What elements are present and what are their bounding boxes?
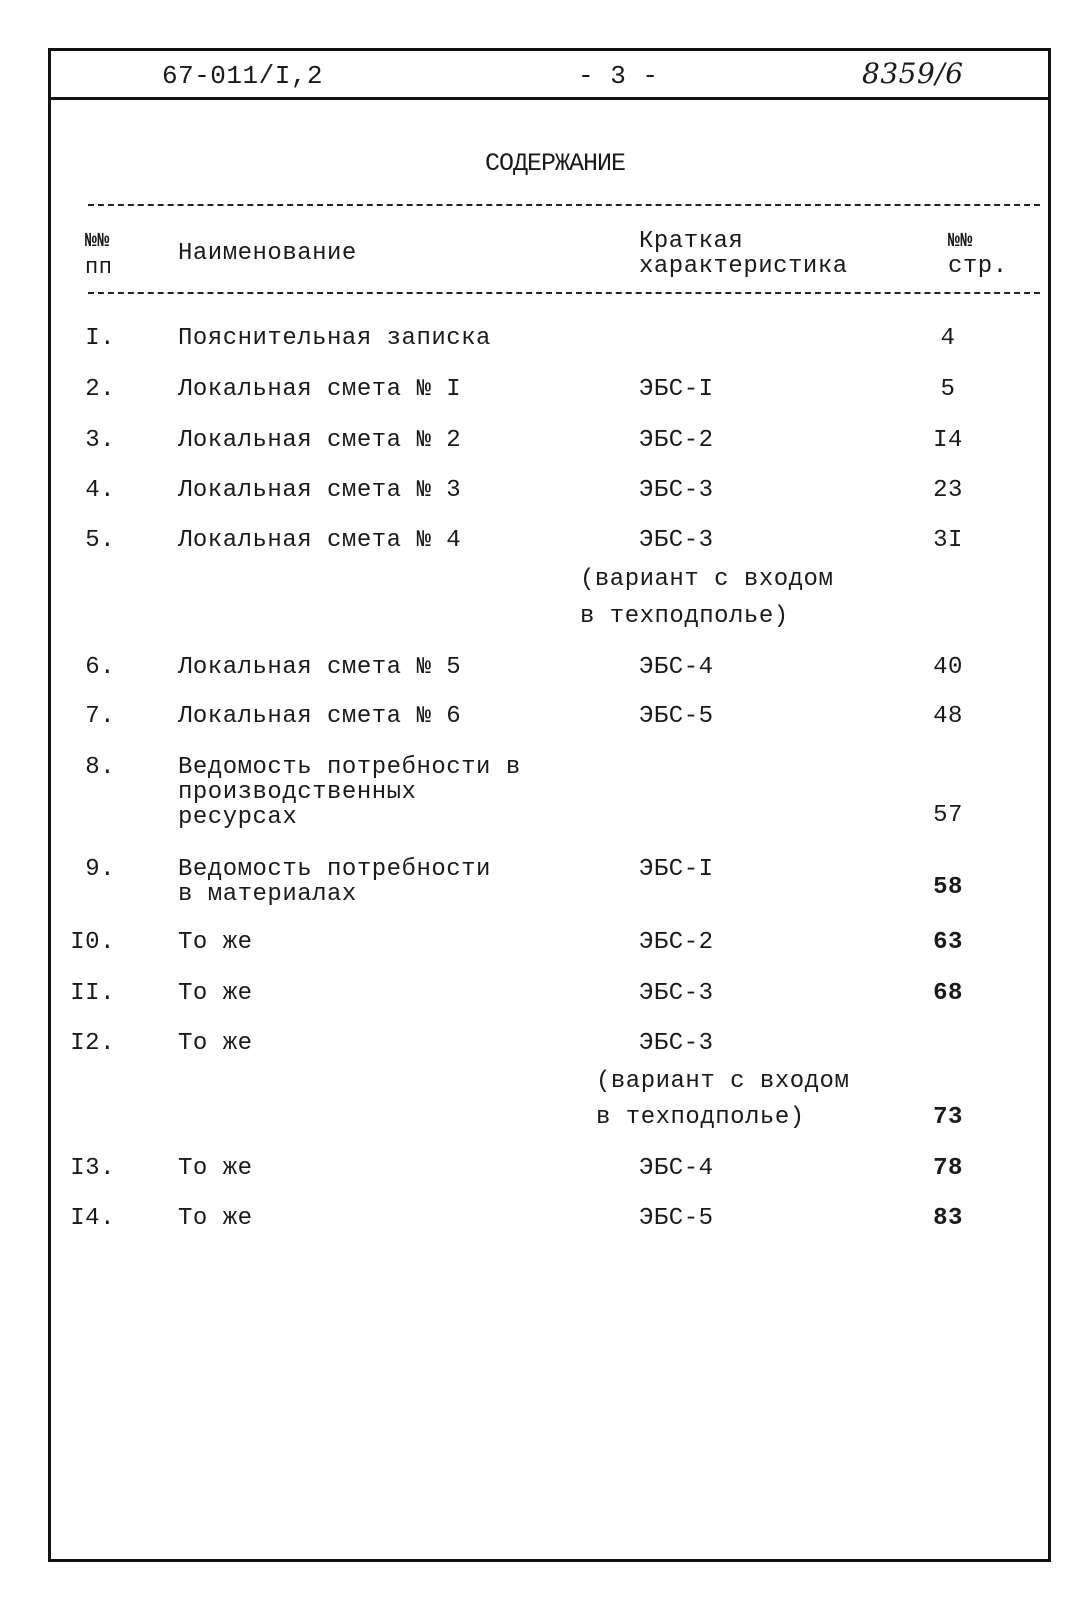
row-page-number: 40 [933,654,963,681]
row-characteristic: (вариант с входом [596,1068,850,1095]
row-page-number: 68 [933,980,963,1007]
row-page-number: 23 [933,477,963,504]
row-page-number: 5 [940,376,956,403]
row-name: Локальная смета № I [178,376,462,403]
row-name: в материалах [178,881,357,908]
row-page-number: 78 [933,1155,963,1182]
col-name-label: Наименование [178,240,357,267]
row-page-number: 63 [933,929,963,956]
row-name: Локальная смета № 5 [178,654,462,681]
row-number: 3. [85,427,115,454]
row-page-number: 4 [940,325,956,352]
row-number: I0. [70,929,115,956]
row-name: То же [178,1030,253,1057]
row-name: Ведомость потребности в [178,754,521,781]
row-number: 5. [85,527,115,554]
row-page-number: 57 [933,802,963,829]
archive-number: 8359/6 [862,57,964,90]
row-characteristic: (вариант с входом [580,566,834,593]
row-number: 2. [85,376,115,403]
row-number: 7. [85,703,115,730]
row-page-number: 3I [933,527,963,554]
header-bottom-rule [88,292,1040,294]
row-name: Локальная смета № 4 [178,527,462,554]
col-num-label-2: пп [85,255,113,280]
row-page-number: I4 [933,427,963,454]
row-name: То же [178,980,253,1007]
row-characteristic: ЭБС-I [639,376,714,403]
row-number: 4. [85,477,115,504]
row-characteristic: ЭБС-3 [639,477,714,504]
row-page-number: 58 [933,874,963,901]
row-number: I3. [70,1155,115,1182]
col-page-label-1: №№ [948,230,974,253]
row-characteristic: ЭБС-2 [639,929,714,956]
page-number: - 3 - [578,61,659,91]
col-page-label-2: стр. [948,253,1008,280]
row-characteristic: ЭБС-3 [639,1030,714,1057]
row-number: II. [70,980,115,1007]
row-characteristic: ЭБС-5 [639,703,714,730]
row-characteristic: ЭБС-4 [639,1155,714,1182]
row-name: То же [178,929,253,956]
row-name: ресурсах [178,804,298,831]
row-number: I2. [70,1030,115,1057]
col-char-label-1: Краткая [639,228,744,255]
col-num-label-1: №№ [85,230,111,253]
row-page-number: 48 [933,703,963,730]
row-name: Ведомость потребности [178,856,491,883]
row-name: Локальная смета № 2 [178,427,462,454]
row-name: производственных [178,779,417,806]
row-characteristic: ЭБС-4 [639,654,714,681]
row-characteristic: в техподполье) [580,603,789,630]
row-characteristic: ЭБС-2 [639,427,714,454]
row-characteristic: ЭБС-3 [639,527,714,554]
row-page-number: 73 [933,1104,963,1131]
row-number: 9. [85,856,115,883]
row-name: То же [178,1155,253,1182]
row-number: I4. [70,1205,115,1232]
row-page-number: 83 [933,1205,963,1232]
row-number: 8. [85,754,115,781]
document-code: 67-011/I,2 [162,61,324,91]
row-name: То же [178,1205,253,1232]
row-characteristic: ЭБС-3 [639,980,714,1007]
row-characteristic: в техподполье) [596,1104,805,1131]
page-title: СОДЕРЖАНИЕ [485,149,626,178]
row-number: 6. [85,654,115,681]
row-name: Локальная смета № 3 [178,477,462,504]
row-characteristic: ЭБС-5 [639,1205,714,1232]
row-number: I. [85,325,115,352]
row-characteristic: ЭБС-I [639,856,714,883]
header-top-rule [88,204,1040,206]
col-char-label-2: характеристика [639,253,848,280]
row-name: Локальная смета № 6 [178,703,462,730]
header-divider [48,97,1051,100]
row-name: Пояснительная записка [178,325,491,352]
